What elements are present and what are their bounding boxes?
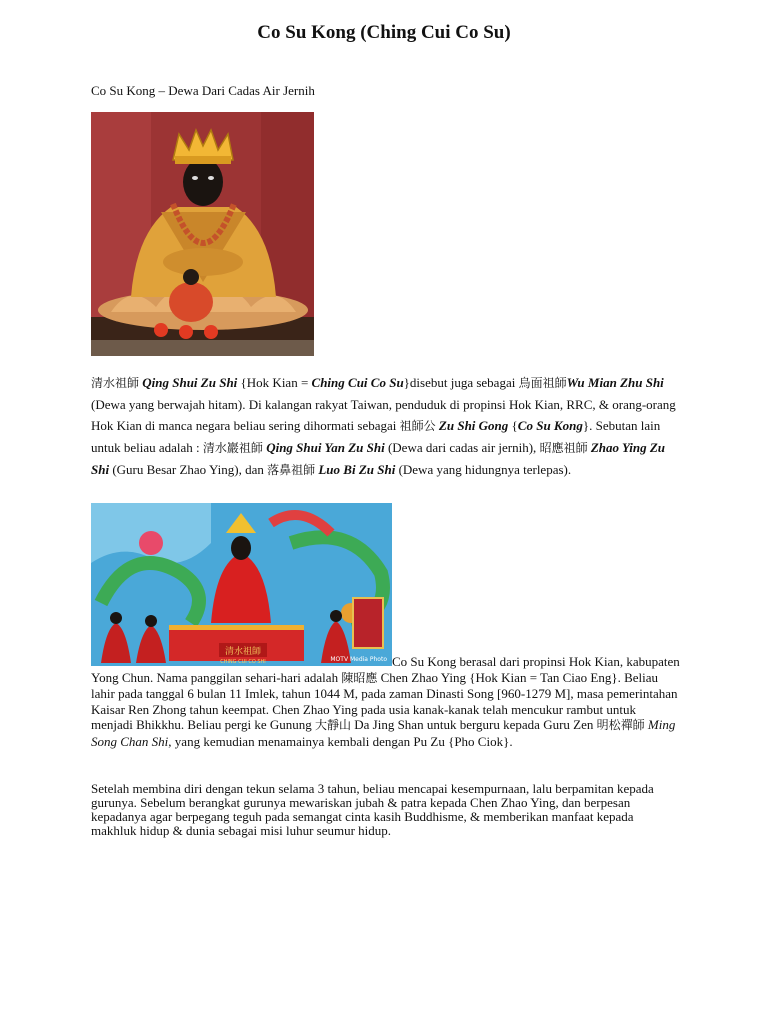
text-run: Da Jing Shan untuk berguru kepada Guru Zen (351, 717, 597, 732)
altar-sign-latin: CHING CUI CO SHI (220, 659, 266, 665)
text-emphasis: Luo Bi Zu Shi (315, 462, 396, 477)
text-emphasis: Ching Cui Co Su (311, 375, 404, 390)
text-run: , yang kemudian menamainya kembali dengan Pu Zu {Pho Ciok}. (168, 733, 513, 749)
photo-watermark: MOTV Media Photo (330, 656, 387, 663)
text-emphasis: Ming Song Chan Shi (91, 717, 676, 749)
text-run: }disebut juga sebagai (403, 375, 519, 390)
text-emphasis: Qing Shui Zu Shi (142, 375, 238, 390)
text-emphasis: Co Su Kong (517, 418, 583, 433)
text-chinese: 清水巖祖師 (202, 441, 263, 455)
document-title: Co Su Kong (Ching Cui Co Su) (257, 22, 511, 43)
deity-statue-photo (91, 112, 314, 356)
text-run: (Dewa dari cadas air jernih), (384, 440, 540, 455)
altar-sign-text: 清水祖師 (224, 647, 262, 657)
text-chinese: 落鼻祖師 (267, 463, 316, 477)
paragraph-3: Setelah membina diri dengan tekun selama 3 tahun, beliau mencapai kesempurnaan, lalu berpamitan kepada gurunya. Sebelum berangkat gurunya mewariskan jubah & patra kepada Chen Zhao Ying, dan berpesan kepadanya agar berpegang teguh pada semangat cinta kasih Buddhisme, & memberikan manfaat kepada makhluk hidup & dunia sebagai misi luhur seumur hidup. (91, 781, 654, 838)
paragraph-1 (91, 372, 681, 481)
text-run: Co Su Kong berasal dari propinsi Hok Kian, kabupaten Yong Chun. Nama panggilan sehari-hari adalah (91, 654, 680, 685)
text-emphasis: Zu Shi Gong (435, 418, 509, 433)
text-run: {Hok Kian = (237, 375, 312, 390)
paragraph-2 (91, 654, 681, 749)
text-run: (Dewa yang hidungnya terlepas). (395, 462, 572, 477)
text-chinese: 烏面祖師 (518, 376, 567, 390)
temple-altar-photo (91, 503, 392, 666)
text-run: Chen Zhao Ying {Hok Kian = Tan Ciao Eng}. Beliau lahir pada tanggal 6 bulan 11 Imlek, tahun 1044 M, pada zaman Dinasti Song [960-1279 M], masa pemerintahan Kaisar Ren Zhong tahun keempat. Chen Zhao Ying pada usia kanak-kanak telah mencukur rambut untuk menjadi Bhikkhu. Beliau pergi ke Gunung (91, 669, 678, 732)
text-chinese: 清水祖師 (91, 376, 140, 390)
image-float-spacer (91, 656, 392, 666)
text-chinese: 祖師公 (399, 419, 436, 433)
text-emphasis: Zhao Ying Zu Shi (91, 440, 666, 477)
text-emphasis: Qing Shui Yan Zu Shi (262, 440, 385, 455)
text-chinese: 明松禪師 (596, 718, 645, 732)
text-emphasis: Wu Mian Zhu Shi (566, 375, 664, 390)
document-subtitle: Co Su Kong – Dewa Dari Cadas Air Jernih (91, 83, 315, 98)
text-run: }. Sebutan lain untuk beliau adalah : (91, 418, 661, 455)
text-chinese: 陳昭應 (341, 670, 378, 685)
text-chinese: 大靜山 (314, 718, 351, 732)
text-chinese: 昭應祖師 (539, 441, 588, 455)
text-run: (Guru Besar Zhao Ying), dan (109, 462, 268, 477)
text-run: { (508, 418, 518, 433)
text-run: (Dewa yang berwajah hitam). Di kalangan rakyat Taiwan, penduduk di propinsi Hok Kian, RRC, & orang-orang Hok Kian di manca negara beliau sering dihormati sebagai (91, 397, 676, 433)
